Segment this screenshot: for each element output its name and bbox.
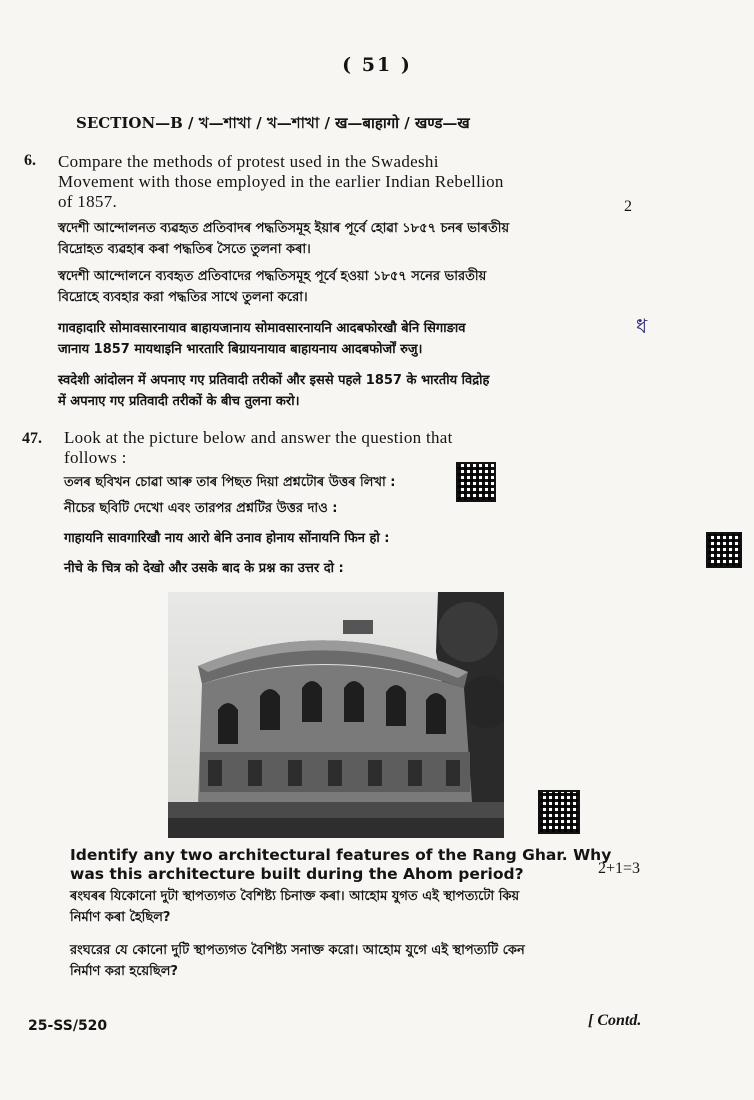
margin-handwritten-mark: ধ	[636, 314, 648, 338]
q47-en-line2: follows :	[64, 448, 127, 467]
q47-assamese: তলৰ ছবিখন চোৱা আৰু তাৰ পিছত দিয়া প্ৰশ্নটোৰ উত্তৰ লিখা :	[64, 475, 396, 490]
q47-en-line1: Look at the picture below and answer the question that	[64, 428, 453, 447]
q46-en-line3: of 1857.	[58, 192, 118, 211]
q47-bengali-q-line1: রংঘরের যে কোনো দুটি স্থাপত্যগত বৈশিষ্ট্য সনাক্ত করো। আহোম যুগে এই স্থাপত্যটি কেন	[70, 943, 525, 958]
q47-hindi: नीचे के चित्र को देखो और उसके बाद के प्रश्न का उत्तर दो :	[64, 561, 344, 576]
question-47-marks: 2+1=3	[598, 860, 641, 877]
q47-bengali-question	[70, 940, 630, 982]
q46-assamese-line1: স্বদেশী আন্দোলনত ব্যৱহৃত প্ৰতিবাদৰ পদ্ধতিসমূহ ইয়াৰ পূৰ্বে হোৱা ১৮৫৭ চনৰ ভাৰতীয়	[58, 221, 510, 236]
q46-hindi	[58, 370, 618, 412]
rang-ghar-photo	[168, 592, 504, 838]
q46-en-line2: Movement with those employed in the earlier Indian Rebellion	[58, 172, 504, 191]
question-46-number: 6.	[24, 152, 36, 169]
q47-assamese-question	[70, 886, 630, 928]
q46-hindi-line2: में अपनाए गए प्रतिवादी तरीकों के बीच तुलना करो।	[58, 394, 300, 409]
q46-bodo	[58, 318, 618, 360]
qr-code-icon	[538, 790, 580, 834]
qr-code-icon	[456, 462, 496, 502]
q46-bengali-line2: বিদ্রোহে ব্যবহার করা পদ্ধতির সাথে তুলনা করো।	[58, 290, 308, 305]
q46-bengali	[58, 266, 618, 308]
q47-bengali: নীচের ছবিটি দেখো এবং তারপর প্রশ্নটির উত্তর দাও :	[64, 501, 338, 516]
paper-code: 25-SS/520	[28, 1018, 108, 1034]
question-46-marks: 2	[624, 198, 632, 215]
question-47-number: 47.	[22, 430, 42, 447]
q46-en-line1: Compare the methods of protest used in the Swadeshi	[58, 152, 439, 171]
q46-assamese	[58, 218, 618, 260]
q47-assamese-q-line2: নিৰ্মাণ কৰা হৈছিল?	[70, 910, 171, 925]
q47-assamese-q-line1: ৰংঘৰৰ যিকোনো দুটা স্থাপত্যগত বৈশিষ্ট্য চিনাক্ত কৰা। আহোম যুগত এই স্থাপত্যটো কিয়	[70, 889, 520, 904]
q47-bodo: गाहायनि सावगारिखौ नाय आरो बेनि उनाव होनाय सोंनायनि फिन हो :	[64, 531, 390, 546]
q46-bodo-line2: जानाय 1857 मायथाइनि भारतारि बिग्रायनायाव बाहायनाय आदबफोर्जों रुजु।	[58, 342, 423, 357]
q47-question-english	[70, 846, 630, 884]
q47-question-line2: was this architecture built during the Ahom period?	[70, 865, 524, 883]
page-number: ( 51 )	[342, 54, 412, 76]
q47-bengali-q-line2: নির্মাণ করা হয়েছিল?	[70, 964, 178, 979]
q47-question-line1: Identify any two architectural features of the Rang Ghar. Why	[70, 846, 612, 864]
q46-bodo-line1: गावहादारि सोमावसारनायाव बाहायजानाय सोमावसारनायनि आदबफोरखौ बेनि सिगाङाव	[58, 321, 466, 336]
q46-assamese-line2: বিদ্ৰোহত ব্যৱহাৰ কৰা পদ্ধতিৰ সৈতে তুলনা কৰা।	[58, 242, 311, 257]
question-47-english	[64, 428, 614, 468]
qr-code-icon	[706, 532, 742, 568]
q46-hindi-line1: स्वदेशी आंदोलन में अपनाए गए प्रतिवादी तरीकों और इससे पहले 1857 के भारतीय विद्रोह	[58, 373, 490, 388]
q46-bengali-line1: স্বদেশী আন্দোলনে ব্যবহৃত প্রতিবাদের পদ্ধতিসমূহ পূর্বে হওয়া ১৮৫৭ সনের ভারতীয়	[58, 269, 487, 284]
continued-label: [ Contd.	[588, 1012, 642, 1029]
question-46-english	[58, 152, 618, 212]
section-heading: SECTION—B / খ—শাখা / খ—শাখা / ख—बाहागो / खण्ड—ख	[76, 114, 470, 132]
